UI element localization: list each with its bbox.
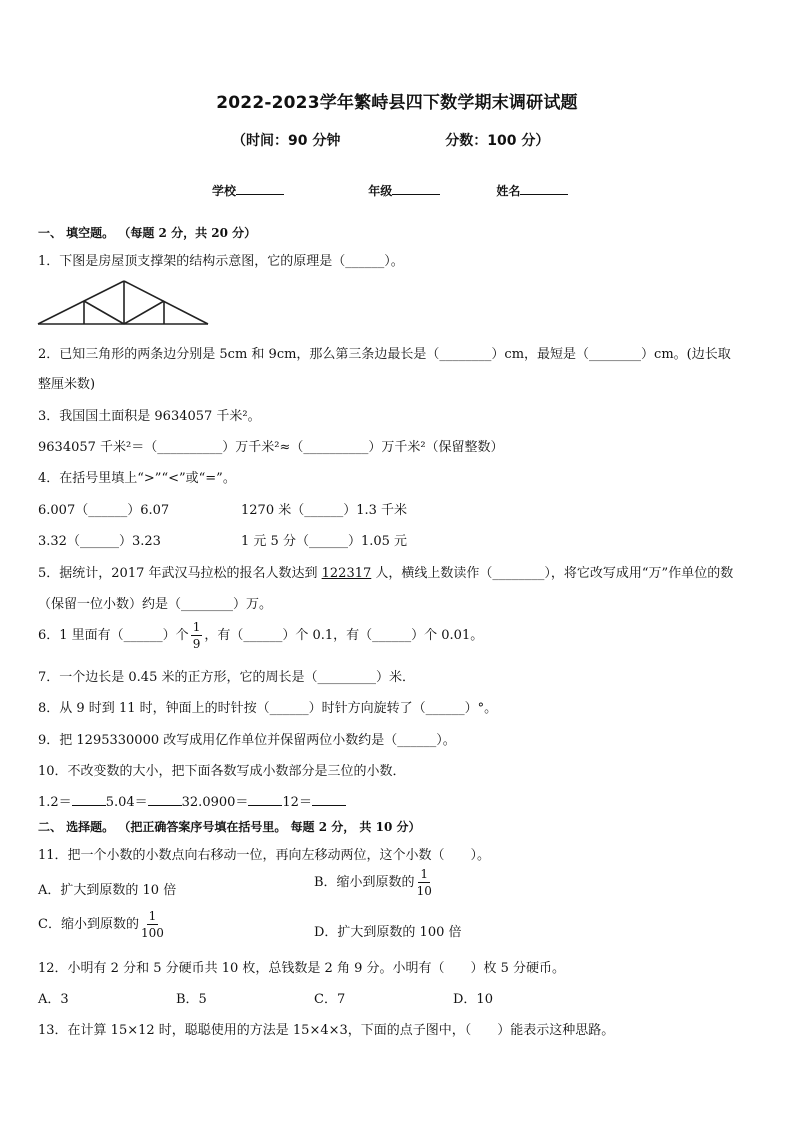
section1-heading bbox=[38, 224, 256, 241]
q11-option-d[interactable]: D．扩大到原数的 100 倍 bbox=[314, 925, 462, 940]
exam-title: 2022-2023学年繁峙县四下数学期末调研试题 bbox=[216, 93, 578, 113]
question-10: 10．不改变数的大小，把下面各数写成小数部分是三位的小数． bbox=[38, 764, 406, 779]
question-6 bbox=[38, 621, 483, 650]
q11-option-b-fraction bbox=[417, 868, 432, 897]
section2-note: （把正确答案序号填在括号里。 每题 2 分， 共 10 分） bbox=[118, 820, 421, 834]
question-4c: 3.32（______）3.23 bbox=[38, 534, 161, 549]
q11-option-b-text: B．缩小到原数的 bbox=[314, 875, 415, 890]
section1-note: （每题 2 分，共 20 分） bbox=[118, 226, 257, 240]
school-field[interactable] bbox=[212, 182, 284, 199]
q11-option-c-fraction bbox=[141, 910, 164, 939]
question-9: 9．把 1295330000 改写成用亿作单位并保留两位小数约是（______）。 bbox=[38, 733, 456, 748]
question-8: 8．从 9 时到 11 时，钟面上的时针按（______）时针方向旋转了（______）°。 bbox=[38, 701, 498, 716]
section2-heading bbox=[38, 818, 421, 835]
school-label: 学校 bbox=[212, 184, 237, 198]
question-1: 1．下图是房屋顶支撑架的结构示意图，它的原理是（______）。 bbox=[38, 254, 404, 269]
exam-time: （时间：90 分钟 bbox=[232, 133, 341, 149]
q10-item-2: 5.04＝ bbox=[105, 795, 148, 810]
question-4b: 1270 米（______）1.3 千米 bbox=[241, 503, 408, 518]
question-2-line2: 整厘米数) bbox=[38, 377, 96, 392]
question-4: 4．在括号里填上“>”“<”或“=”。 bbox=[38, 471, 236, 486]
grade-field[interactable] bbox=[368, 182, 440, 199]
question-4d: 1 元 5 分（______）1.05 元 bbox=[241, 534, 408, 549]
student-info-row bbox=[212, 182, 568, 199]
q11-option-b[interactable] bbox=[314, 868, 434, 897]
truss-left-rafter bbox=[38, 281, 124, 324]
q12-option-a[interactable]: A．3 bbox=[38, 992, 69, 1007]
q6-fraction bbox=[191, 621, 203, 650]
question-2-line1: 2．已知三角形的两条边分别是 5cm 和 9cm，那么第三条边最长是（________）cm，最短是（________）cm。(边长取 bbox=[38, 347, 731, 362]
q11-b-numerator: 1 bbox=[420, 867, 429, 881]
q11-c-numerator: 1 bbox=[148, 909, 157, 923]
exam-score: 分数：100 分） bbox=[445, 133, 550, 149]
q10-blank-4[interactable] bbox=[312, 794, 346, 806]
section2-title: 二、 选择题。 bbox=[38, 820, 115, 834]
q10-blank-2[interactable] bbox=[148, 794, 182, 806]
truss-right-brace bbox=[124, 301, 164, 324]
question-11: 11．把一个小数的小数点向右移动一位，再向左移动两位，这个小数（ ）。 bbox=[38, 848, 491, 863]
q12-option-c[interactable]: C．7 bbox=[314, 992, 346, 1007]
q11-b-denominator: 10 bbox=[416, 884, 432, 898]
q5-underlined-number: 122317 bbox=[321, 566, 372, 581]
section1-title: 一、 填空题。 bbox=[38, 226, 115, 240]
q10-blank-1[interactable] bbox=[72, 794, 106, 806]
question-5-line1 bbox=[38, 562, 733, 581]
exam-subtitle bbox=[232, 130, 549, 150]
q6-fraction-denominator: 9 bbox=[192, 637, 201, 651]
q10-blank-3[interactable] bbox=[248, 794, 282, 806]
q11-option-a[interactable]: A．扩大到原数的 10 倍 bbox=[38, 883, 177, 898]
question-3-line2: 9634057 千米²＝（__________）万千米²≈（__________）万千米²（保留整数） bbox=[38, 440, 504, 455]
roof-truss-diagram bbox=[36, 278, 212, 328]
grade-label: 年级 bbox=[368, 184, 393, 198]
q5-text-pre: 5．据统计，2017 年武汉马拉松的报名人数达到 bbox=[38, 566, 322, 581]
question-3-line1: 3．我国国土面积是 9634057 千米²。 bbox=[38, 409, 261, 424]
q11-option-c[interactable] bbox=[38, 910, 166, 939]
q6-text-pre: 6．1 里面有（______）个 bbox=[38, 628, 189, 643]
q5-text-post: 人，横线上数读作（________），将它改写成用“万”作单位的数 bbox=[371, 566, 734, 581]
q6-text-post: ，有（______）个 0.1，有（______）个 0.01。 bbox=[204, 628, 484, 643]
question-13: 13．在计算 15×12 时，聪聪使用的方法是 15×4×3，下面的点子图中，（ ）能表示这种思路。 bbox=[38, 1023, 615, 1038]
q11-c-denominator: 100 bbox=[140, 926, 164, 940]
truss-left-brace bbox=[84, 301, 124, 324]
name-field[interactable] bbox=[496, 182, 568, 199]
question-4a: 6.007（______）6.07 bbox=[38, 503, 170, 518]
q12-option-d[interactable]: D．10 bbox=[453, 992, 493, 1007]
q10-item-4: 12＝ bbox=[282, 795, 312, 810]
q10-item-1: 1.2＝ bbox=[38, 795, 72, 810]
q11-option-c-text: C．缩小到原数的 bbox=[38, 917, 139, 932]
q6-fraction-numerator: 1 bbox=[192, 620, 201, 634]
q10-item-3: 32.0900＝ bbox=[181, 795, 249, 810]
q12-option-b[interactable]: B．5 bbox=[176, 992, 207, 1007]
question-12: 12．小明有 2 分和 5 分硬币共 10 枚，总钱数是 2 角 9 分。小明有（ ）枚 5 分硬币。 bbox=[38, 961, 566, 976]
name-label: 姓名 bbox=[496, 184, 521, 198]
question-5-line2: （保留一位小数）约是（________）万。 bbox=[38, 597, 273, 612]
question-10-items bbox=[38, 791, 346, 810]
question-7: 7．一个边长是 0.45 米的正方形，它的周长是（_________）米． bbox=[38, 670, 415, 685]
